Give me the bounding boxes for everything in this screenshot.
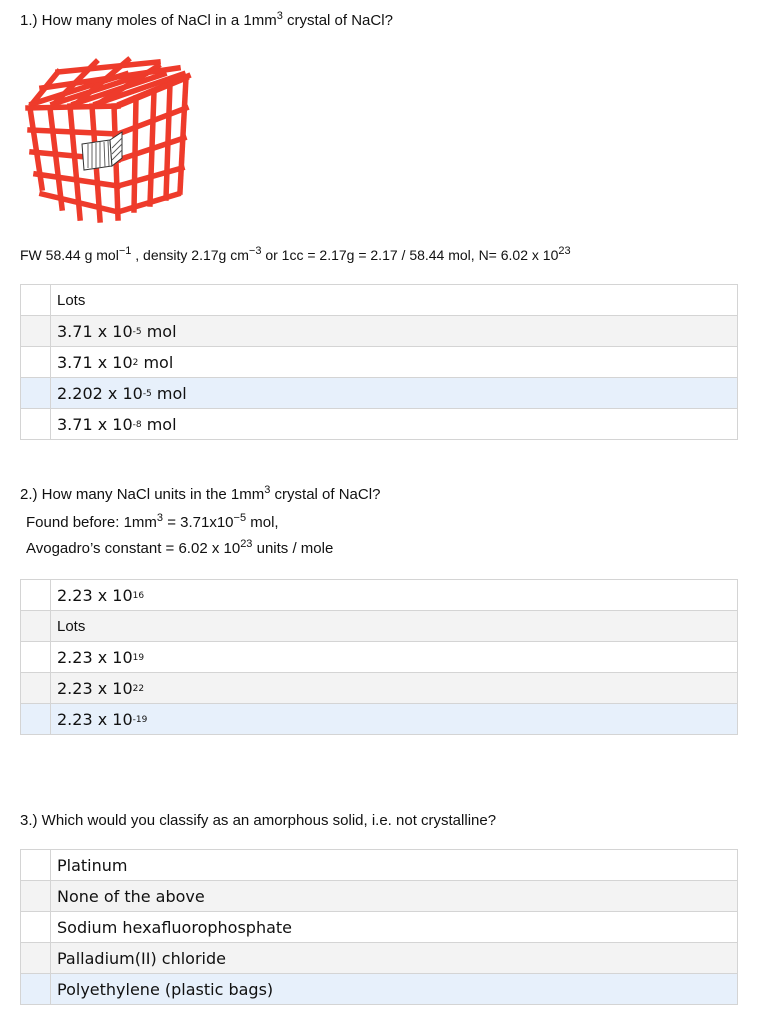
q3-option-row[interactable] [20,942,738,973]
q1-title-sup: 3 [276,10,283,22]
q3-option-label: Sodium hexafluorophosphate [57,918,292,937]
question-2-title [20,484,380,503]
avogadro-sup: 23 [558,245,571,257]
q2-option-label: 2.23 x $10^{16}$ [57,586,145,605]
calc-text: or 1cc = 2.17g = 2.17 / 58.44 mol, N= 6.02 x 10 [261,247,559,263]
q1-option-row[interactable] [20,284,738,315]
q2-avogadro-line: Avogadro’s constant = 6.02 x $10^{23}$ units / mole [26,538,334,557]
q2-option-row-selected[interactable] [20,703,738,735]
q3-option-row[interactable] [20,911,738,942]
nacl-crystal-lattice-image [18,48,198,230]
q1-option-row-selected[interactable] [20,377,738,408]
density-text: , density 2.17g cm [131,247,249,263]
q1-option-label: 3.71 x $10^2$ mol [57,353,174,372]
q3-option-label: None of the above [57,887,205,906]
q1-title-tail: crystal of NaCl? [282,12,393,29]
q2-option-label: 2.23 x $10^{-19}$ [57,710,148,729]
question-3-title: 3.) Which would you classify as an amorphous solid, i.e. not crystalline? [20,812,497,829]
q2-answer-options [20,579,738,735]
q1-option-row[interactable] [20,408,738,440]
q3-answer-options [20,849,738,1005]
q1-title-text: 1.) How many moles of NaCl in a 1mm [20,12,277,29]
q2-title-tail: crystal of NaCl? [270,486,381,503]
q2-option-row[interactable] [20,610,738,641]
q3-option-label: Palladium(II) chloride [57,949,226,968]
q1-option-label: 3.71 x $10^{-5}$ mol [57,322,177,341]
q2-found-before-line: Found before: $1mm^3 = 3.71x10^{-5}$ mol, [26,512,279,531]
q1-option-label: 2.202 x $10^{-5}$ mol [57,384,187,403]
q3-option-label: Platinum [57,856,128,875]
q2-option-row[interactable] [20,579,738,610]
fw-text: FW 58.44 g mol [20,247,119,263]
q1-option-label: Lots [57,292,86,309]
q1-option-row[interactable] [20,315,738,346]
q1-option-label: 3.71 x $10^{-8}$ mol [57,415,177,434]
q2-option-row[interactable] [20,641,738,672]
q2-option-label: 2.23 x $10^{19}$ [57,648,145,667]
q2-title-sup: 3 [264,484,271,496]
q1-answer-options [20,284,738,440]
q3-option-row-selected[interactable] [20,973,738,1005]
q2-option-row[interactable] [20,672,738,703]
q2-option-label: Lots [57,618,86,635]
q2-option-label: 2.23 x $10^{22}$ [57,679,145,698]
q3-option-label: Polyethylene (plastic bags) [57,980,274,999]
q3-option-row[interactable] [20,880,738,911]
q1-option-row[interactable] [20,346,738,377]
fw-sup: −1 [118,245,132,257]
question-1-title [20,10,393,29]
q2-title-text: 2.) How many NaCl units in the 1mm [20,486,265,503]
q1-formula-line [20,245,571,263]
q3-option-row[interactable] [20,849,738,880]
density-sup: −3 [248,245,262,257]
